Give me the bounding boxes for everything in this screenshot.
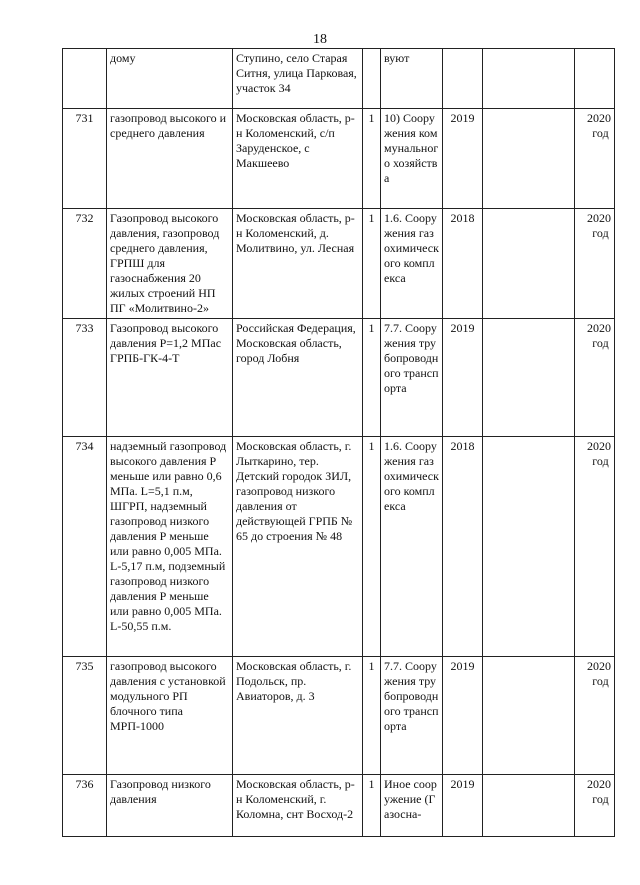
object-quantity: 1: [363, 319, 381, 437]
plan-year: 2020: [587, 321, 611, 335]
object-address: Московская область, г. Лыткарино, тер. Детский городок ЗИЛ, газопровод низкого давления от действующей ГРПБ № 65 до строения № 48: [233, 437, 363, 657]
object-quantity: 1: [363, 437, 381, 657]
object-extra: [483, 437, 575, 657]
row-number: 733: [63, 319, 107, 437]
row-number: 731: [63, 109, 107, 209]
plan-year: 2020: [587, 211, 611, 225]
plan-cell: [575, 209, 615, 319]
plan-cell: [575, 49, 615, 109]
object-name: Газопровод низкого давления: [107, 775, 233, 837]
object-address: Московская область, р-н Коломенский, д. Молитвино, ул. Лесная: [233, 209, 363, 319]
plan-cell: [575, 109, 615, 209]
table-row: [63, 657, 615, 775]
plan-unit: год: [592, 454, 609, 468]
object-category: Иное сооружение (Газосна-: [381, 775, 443, 837]
object-category: вуют: [381, 49, 443, 109]
object-year: 2018: [443, 209, 483, 319]
plan-year: 2020: [587, 777, 611, 791]
object-name: Газопровод высокого давления Р=1,2 МПас ГРПБ-ГК-4-Т: [107, 319, 233, 437]
object-address: Российская Федерация, Московская область, город Лобня: [233, 319, 363, 437]
table-row: [63, 109, 615, 209]
table-row: [63, 209, 615, 319]
object-name: надземный газопровод высокого давления Р меньше или равно 0,6 МПа. L=5,1 п.м, ШГРП, надземный газопровод низкого давления Р меньше или равно 0,005 МПа. L-5,17 п.м, подземный газопровод низкого давления Р меньше или равно 0,005 МПа. L-50,55 п.м.: [107, 437, 233, 657]
object-address: Московская область, р-н Коломенский, с/п Заруденское, с Макшеево: [233, 109, 363, 209]
object-extra: [483, 49, 575, 109]
plan-unit: год: [592, 226, 609, 240]
plan-unit: год: [592, 336, 609, 350]
object-category: 7.7. Сооружения трубопроводного транспорта: [381, 657, 443, 775]
object-quantity: [363, 49, 381, 109]
object-year: [443, 49, 483, 109]
object-quantity: 1: [363, 657, 381, 775]
plan-year: 2020: [587, 659, 611, 673]
table-row: [63, 49, 615, 109]
plan-unit: год: [592, 792, 609, 806]
object-quantity: 1: [363, 775, 381, 837]
plan-cell: [575, 657, 615, 775]
object-year: 2019: [443, 775, 483, 837]
page-number: 18: [313, 32, 327, 47]
object-quantity: 1: [363, 209, 381, 319]
object-year: 2019: [443, 657, 483, 775]
object-category: 10) Сооружения коммунального хозяйства: [381, 109, 443, 209]
object-year: 2018: [443, 437, 483, 657]
object-name: газопровод высокого и среднего давления: [107, 109, 233, 209]
row-number: 735: [63, 657, 107, 775]
object-year: 2019: [443, 109, 483, 209]
object-name: газопровод высокого давления с установкой модульного РП блочного типа МРП-1000: [107, 657, 233, 775]
plan-year: 2020: [587, 439, 611, 453]
object-extra: [483, 319, 575, 437]
plan-cell: [575, 437, 615, 657]
object-year: 2019: [443, 319, 483, 437]
object-address: Ступино, село Старая Ситня, улица Парковая, участок 34: [233, 49, 363, 109]
object-extra: [483, 209, 575, 319]
table-row: [63, 319, 615, 437]
row-number: [63, 49, 107, 109]
row-number: 736: [63, 775, 107, 837]
plan-year: 2020: [587, 111, 611, 125]
row-number: 732: [63, 209, 107, 319]
object-category: 7.7. Сооружения трубопроводного транспорта: [381, 319, 443, 437]
object-name: дому: [107, 49, 233, 109]
plan-unit: год: [592, 126, 609, 140]
object-extra: [483, 109, 575, 209]
plan-unit: год: [592, 674, 609, 688]
object-category: 1.6. Сооружения газохимического комплекса: [381, 209, 443, 319]
object-address: Московская область, г. Подольск, пр. Авиаторов, д. 3: [233, 657, 363, 775]
objects-table: [62, 48, 615, 837]
object-extra: [483, 657, 575, 775]
object-quantity: 1: [363, 109, 381, 209]
object-address: Московская область, р-н Коломенский, г. Коломна, снт Восход-2: [233, 775, 363, 837]
object-name: Газопровод высокого давления, газопровод среднего давления, ГРПШ для газоснабжения 20 жилых строений НП ПГ «Молитвино-2»: [107, 209, 233, 319]
plan-cell: [575, 319, 615, 437]
row-number: 734: [63, 437, 107, 657]
object-extra: [483, 775, 575, 837]
table-row: [63, 437, 615, 657]
object-category: 1.6. Сооружения газохимического комплекса: [381, 437, 443, 657]
table-row: [63, 775, 615, 837]
plan-cell: [575, 775, 615, 837]
